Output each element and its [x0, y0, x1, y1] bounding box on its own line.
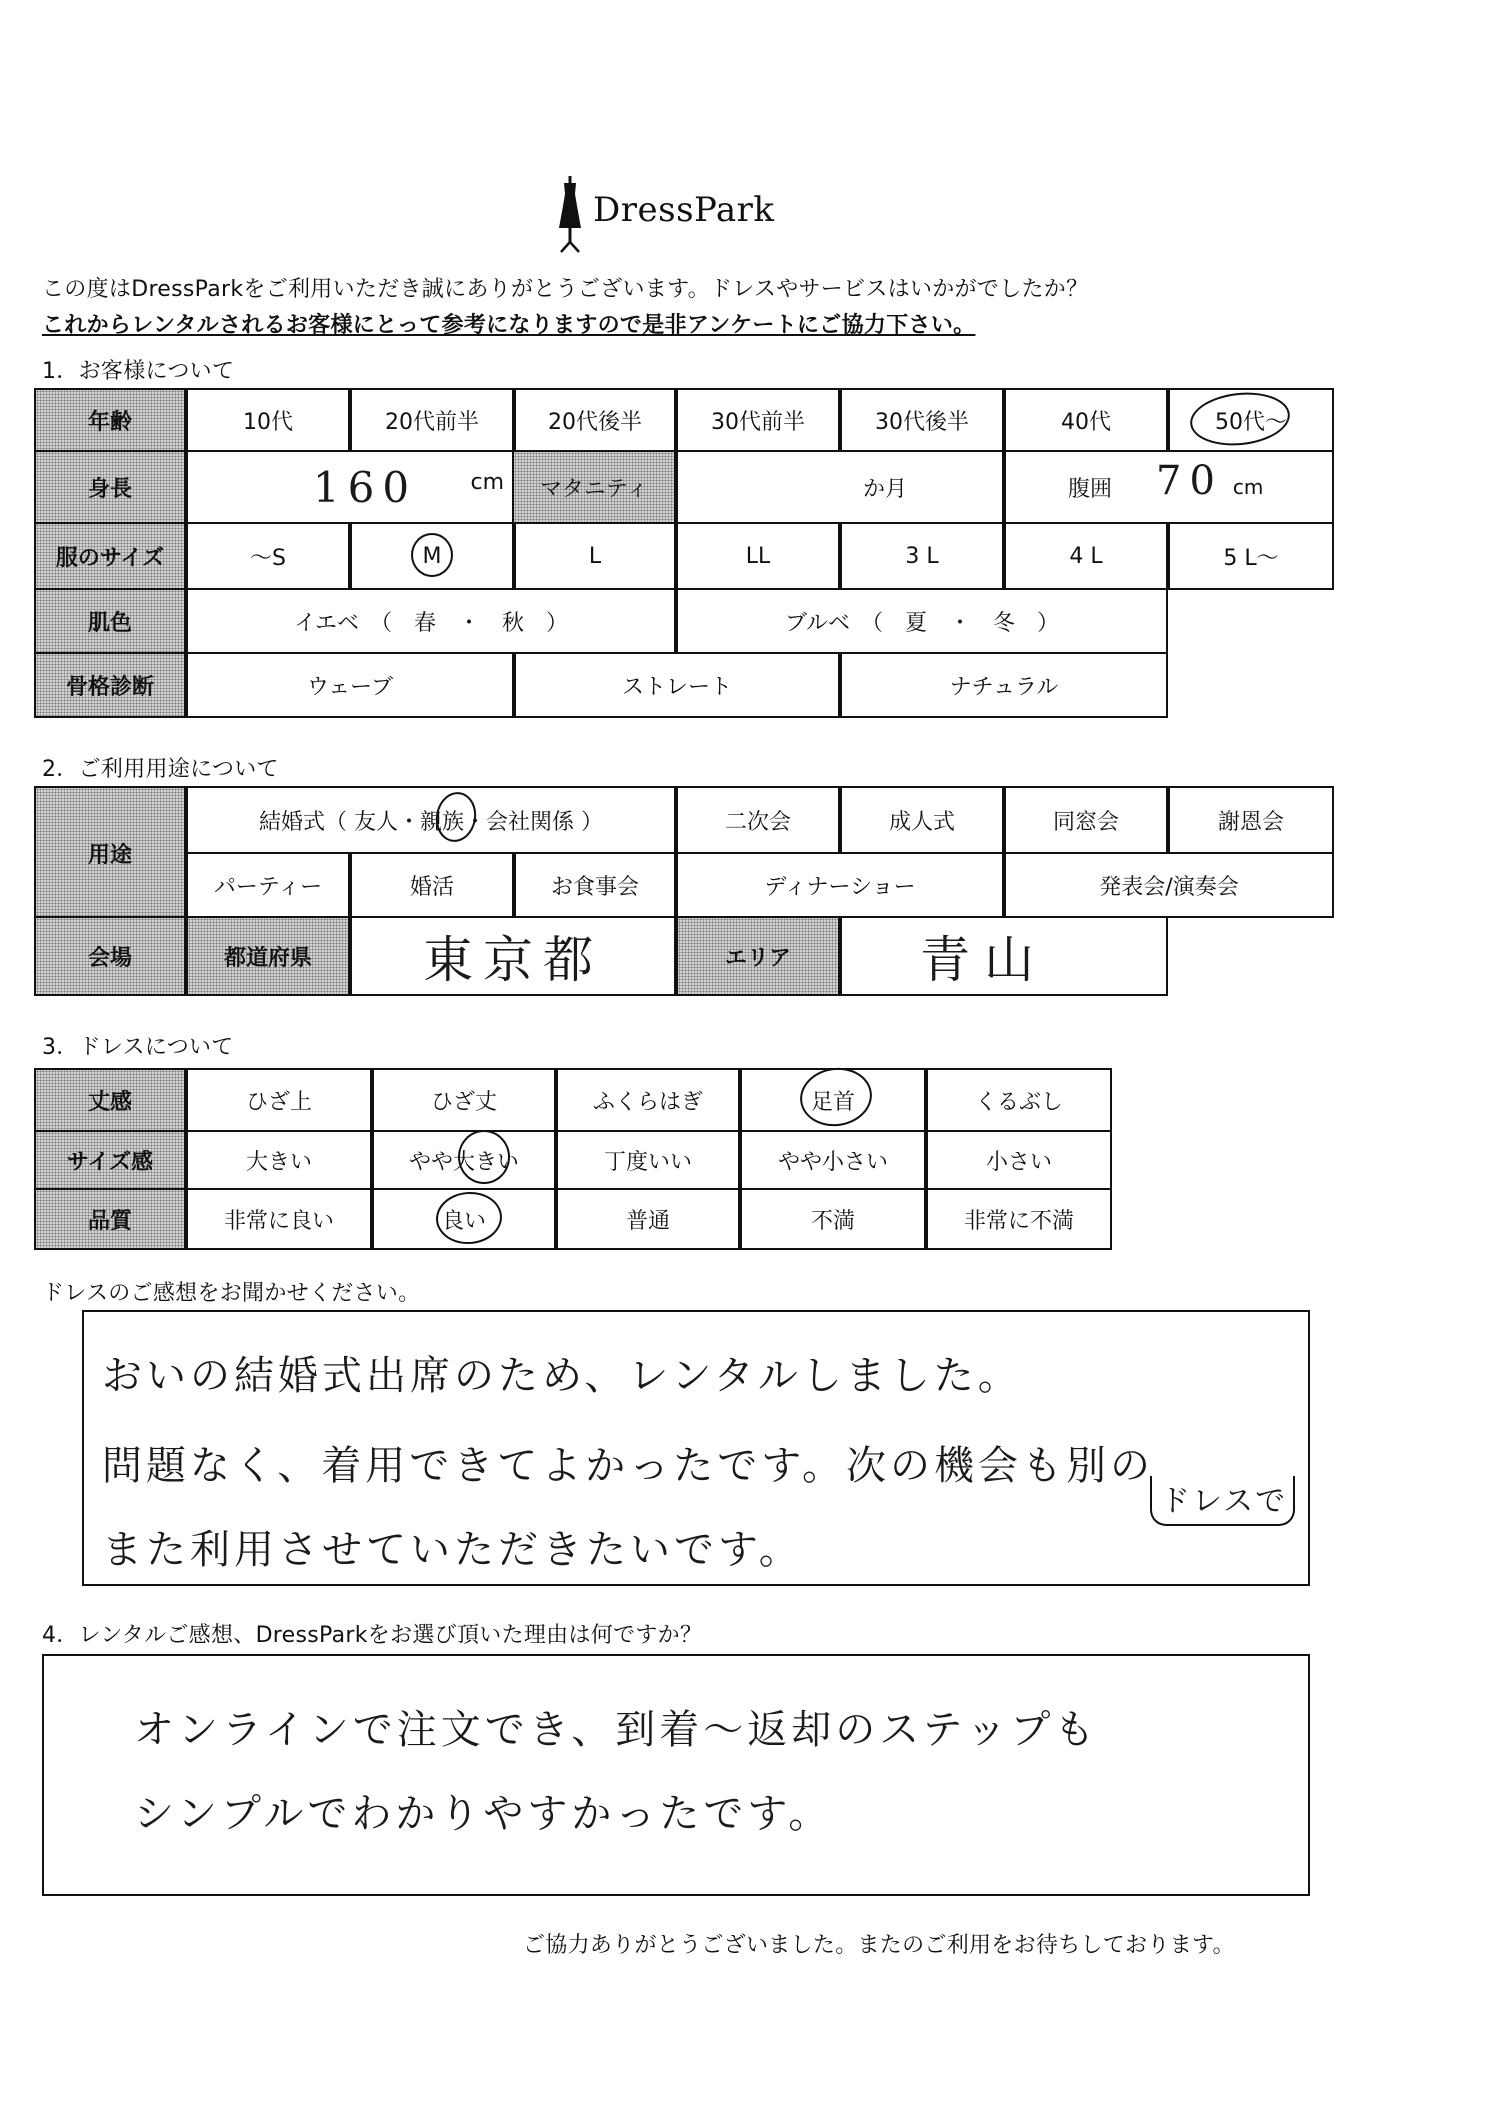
- waist-field[interactable]: [1004, 450, 1334, 524]
- prefecture-value: 東京都: [423, 931, 603, 989]
- quality-poor[interactable]: 不満: [740, 1188, 926, 1250]
- height-value: 160: [312, 462, 418, 512]
- area-label: エリア: [676, 916, 840, 996]
- dress-comment-insert: ドレスで: [1150, 1476, 1295, 1526]
- purpose-konkatsu[interactable]: 婚活: [350, 852, 514, 918]
- fit-just-right[interactable]: 丁度いい: [556, 1130, 740, 1190]
- thanks-message: ご協力ありがとうございました。またのご利用をお待ちしております。: [523, 1933, 1235, 1958]
- size-option-ll[interactable]: LL: [676, 522, 840, 590]
- purpose-dinner[interactable]: お食事会: [514, 852, 676, 918]
- age-option-late-30s[interactable]: 30代後半: [840, 388, 1004, 452]
- quality-good[interactable]: 良い: [372, 1188, 556, 1250]
- maternity-unit: か月: [862, 476, 907, 502]
- size-option-m[interactable]: M: [350, 522, 514, 590]
- quality-very-poor[interactable]: 非常に不満: [926, 1188, 1112, 1250]
- length-below-ankle[interactable]: くるぶし: [926, 1068, 1112, 1132]
- fit-slightly-small[interactable]: やや小さい: [740, 1130, 926, 1190]
- age-option-10s[interactable]: 10代: [186, 388, 350, 452]
- purpose-reunion[interactable]: 同窓会: [1004, 786, 1168, 854]
- age-option-early-20s[interactable]: 20代前半: [350, 388, 514, 452]
- frame-option-straight[interactable]: ストレート: [514, 652, 840, 718]
- dress-comment-line-1: おいの結婚式出席のため、レンタルしました。: [102, 1353, 1022, 1399]
- venue-label: 会場: [34, 916, 186, 996]
- purpose-afterparty[interactable]: 二次会: [676, 786, 840, 854]
- maternity-label: マタニティ: [512, 450, 676, 524]
- height-label: 身長: [34, 450, 186, 524]
- age-option-early-30s[interactable]: 30代前半: [676, 388, 840, 452]
- fit-label: サイズ感: [34, 1130, 186, 1190]
- size-option-4l[interactable]: 4 L: [1004, 522, 1168, 590]
- quality-average[interactable]: 普通: [556, 1188, 740, 1250]
- area-field[interactable]: [840, 916, 1168, 996]
- waist-label: 腹囲: [1068, 476, 1113, 502]
- size-option-l[interactable]: L: [514, 522, 676, 590]
- intro-request: これからレンタルされるお客様にとって参考になりますので是非アンケートにご協力下さい。: [42, 313, 976, 338]
- length-above-knee[interactable]: ひざ上: [186, 1068, 372, 1132]
- purpose-wedding[interactable]: 結婚式（ 友人・親族・会社関係 ）: [186, 786, 676, 854]
- purpose-coming-of-age[interactable]: 成人式: [840, 786, 1004, 854]
- fit-small[interactable]: 小さい: [926, 1130, 1112, 1190]
- prefecture-label: 都道府県: [186, 916, 350, 996]
- length-knee[interactable]: ひざ丈: [372, 1068, 556, 1132]
- fit-slightly-large[interactable]: やや大きい: [372, 1130, 556, 1190]
- purpose-dinner-show[interactable]: ディナーショー: [676, 852, 1004, 918]
- size-option-5l[interactable]: 5 L〜: [1168, 522, 1334, 590]
- dress-form-icon: [555, 176, 585, 254]
- skin-label: 肌色: [34, 588, 186, 654]
- section1-title: 1．お客様について: [42, 359, 235, 384]
- waist-unit: cm: [1232, 475, 1264, 499]
- dress-comment-line-2: 問題なく、着用できてよかったです。次の機会も別の: [102, 1443, 1154, 1489]
- dress-comment-line-3: また利用させていただきたいです。: [102, 1527, 803, 1573]
- skin-option-blue[interactable]: ブルベ （ 夏 ・ 冬 ）: [676, 588, 1168, 654]
- maternity-field[interactable]: [676, 450, 1004, 524]
- frame-option-wave[interactable]: ウェーブ: [186, 652, 514, 718]
- length-calf[interactable]: ふくらはぎ: [556, 1068, 740, 1132]
- logo-text: DressPark: [593, 190, 775, 230]
- size-label: 服のサイズ: [34, 522, 186, 590]
- quality-label: 品質: [34, 1188, 186, 1250]
- section3-title: 3．ドレスについて: [42, 1035, 234, 1060]
- age-label: 年齢: [34, 388, 186, 452]
- height-unit: cm: [470, 470, 504, 495]
- dresspark-logo: [555, 176, 795, 256]
- dress-comment-box[interactable]: [82, 1310, 1310, 1586]
- length-ankle[interactable]: 足首: [740, 1068, 926, 1132]
- waist-value: 70: [1156, 458, 1223, 504]
- age-option-50s[interactable]: 50代〜: [1168, 388, 1334, 452]
- skin-option-yellow[interactable]: イエベ （ 春 ・ 秋 ）: [186, 588, 676, 654]
- age-option-late-20s[interactable]: 20代後半: [514, 388, 676, 452]
- purpose-party[interactable]: パーティー: [186, 852, 350, 918]
- section4-title: 4．レンタルご感想、DressParkをお選び頂いた理由は何ですか？: [42, 1623, 703, 1648]
- size-option-s[interactable]: 〜S: [186, 522, 350, 590]
- reason-line-1: オンラインで注文でき、到着〜返却のステップも: [134, 1707, 1099, 1753]
- section2-title: 2．ご利用用途について: [42, 757, 279, 782]
- frame-option-natural[interactable]: ナチュラル: [840, 652, 1168, 718]
- prefecture-field[interactable]: [350, 916, 676, 996]
- size-option-3l[interactable]: 3 L: [840, 522, 1004, 590]
- purpose-thank-you-party[interactable]: 謝恩会: [1168, 786, 1334, 854]
- purpose-label: 用途: [34, 786, 186, 920]
- reason-box[interactable]: [42, 1654, 1310, 1896]
- age-option-40s[interactable]: 40代: [1004, 388, 1168, 452]
- length-label: 丈感: [34, 1068, 186, 1132]
- height-field[interactable]: [186, 450, 514, 524]
- area-value: 青山: [920, 931, 1048, 989]
- dress-comment-label: ドレスのご感想をお聞かせください。: [42, 1281, 421, 1306]
- intro-text: この度はDressParkをご利用いただき誠にありがとうございます。ドレスやサービスはいかがでしたか？: [42, 277, 1089, 302]
- reason-line-2: シンプルでわかりやすかったです。: [134, 1791, 833, 1837]
- purpose-recital[interactable]: 発表会/演奏会: [1004, 852, 1334, 918]
- frame-label: 骨格診断: [34, 652, 186, 718]
- fit-large[interactable]: 大きい: [186, 1130, 372, 1190]
- quality-very-good[interactable]: 非常に良い: [186, 1188, 372, 1250]
